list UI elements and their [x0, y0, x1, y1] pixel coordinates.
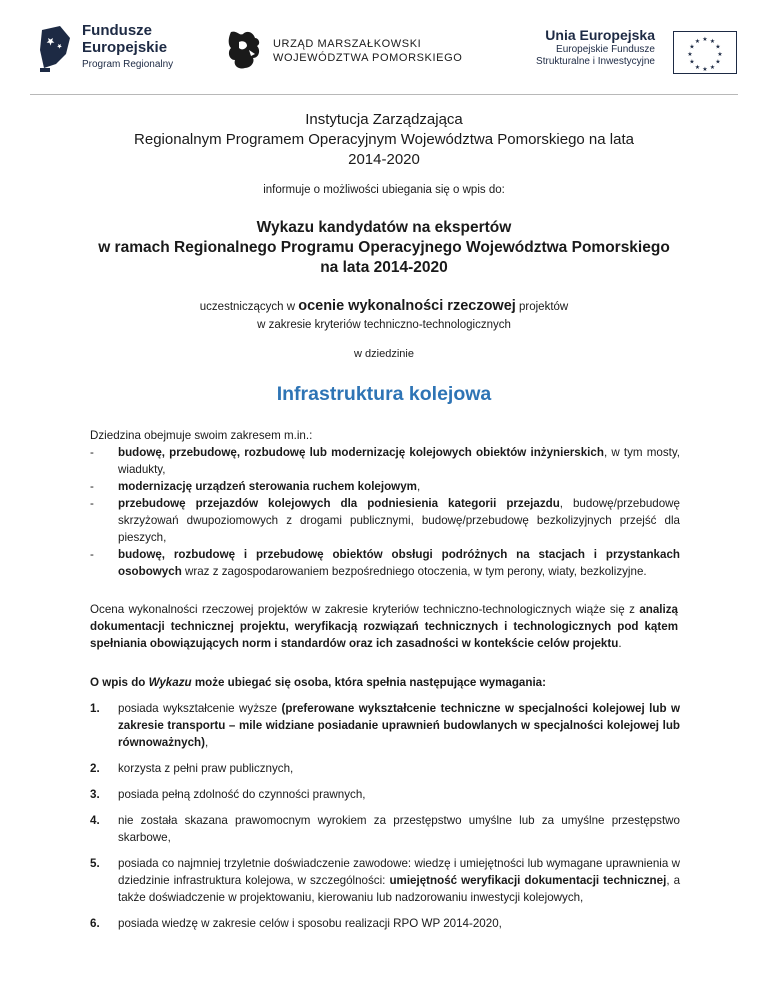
requirement-post: , a także doświadczenie w projektowaniu, kierowaniu lub nadzorowaniu inwestycji kolejowych, — [118, 874, 681, 904]
svg-text:★: ★ — [687, 51, 693, 58]
list-dash: - — [90, 446, 94, 459]
list-dash: - — [90, 497, 94, 510]
list-item — [90, 478, 680, 495]
list-item — [90, 786, 680, 803]
fundusze-europejskie-flag-icon — [38, 24, 74, 74]
ue-logo-sub2: Strukturalne i Inwestycyjne — [536, 56, 655, 67]
ocena-pre: Ocena wykonalności rzeczowej projektów w zakresie kryteriów techniczno-technologicznych wiąże się z — [90, 603, 640, 616]
requirement-number: 6. — [90, 917, 100, 930]
requirement-text: posiada pełną zdolność do czynności prawnych, — [118, 788, 366, 801]
page-header — [0, 0, 768, 95]
scope-item-rest: , w tym mosty, wiadukty, — [118, 446, 681, 476]
svg-text:★: ★ — [694, 64, 701, 71]
requirement-number: 3. — [90, 788, 100, 801]
fe-logo-line2: Europejskie — [82, 39, 168, 56]
requirement-text: posiada wiedzę w zakresie celów i sposobu realizacji RPO WP 2014-2020, — [118, 917, 502, 930]
scope-intro: Dziedzina obejmuje swoim zakresem m.in.: — [90, 429, 313, 442]
um-logo-line1: URZĄD MARSZAŁKOWSKI — [273, 38, 422, 50]
owpis-pre: O wpis do — [90, 676, 149, 689]
scope-item-bold: modernizację urządzeń sterowania ruchem kolejowym — [118, 480, 417, 493]
institution-line2: Regionalnym Programem Operacyjnym Województwa Pomorskiego na lata — [134, 131, 634, 148]
list-item — [90, 915, 680, 932]
requirement-number: 2. — [90, 762, 100, 775]
ocena-bold: analizą dokumentacji technicznej projektu, weryfikacją rozwiązań technicznych i technologicznych pod kątem spełniania obowiązujących norm i standardów oraz ich zasadności w kontekście celów projektu — [90, 603, 678, 650]
ue-logo-sub1: Europejskie Fundusze — [556, 44, 655, 55]
scope-item-bold: budowę, rozbudowę i przebudowę obiektów obsługi podróżnych na stacjach i przystankach osobowych — [118, 548, 680, 578]
owpis-italic: Wykazu — [148, 676, 192, 689]
uczest-pre: uczestniczących w — [199, 301, 299, 313]
svg-text:★: ★ — [709, 38, 716, 45]
wykaz-title-line2: w ramach Regionalnego Programu Operacyjnego Województwa Pomorskiego — [98, 239, 670, 256]
scope-item-rest: , budowę/przebudowę skrzyżowań dwupoziomowych z drogami publicznymi, budowę/przebudowę bezkolizyjnych przejść dla pieszych, — [118, 497, 680, 544]
list-item — [90, 812, 680, 846]
requirement-number: 5. — [90, 857, 100, 870]
ocena-paragraph — [90, 601, 678, 652]
svg-text:★: ★ — [694, 38, 701, 45]
fe-logo-line1: Fundusze — [82, 22, 152, 39]
urzad-marszalkowski-logo — [225, 28, 485, 74]
fe-logo-line3: Program Regionalny — [82, 59, 174, 70]
ue-logo-title: Unia Europejska — [545, 27, 655, 43]
wykaz-title-line1: Wykazu kandydatów na ekspertów — [256, 219, 512, 236]
scope-item-rest: wraz z zagospodarowaniem bezpośredniego otoczenia, w tym perony, wiaty, bezkolizyjne. — [181, 565, 647, 578]
wykaz-title-line3: na lata 2014-2020 — [320, 259, 448, 276]
scope-item-rest: , — [416, 480, 421, 493]
uczest-post: projektów — [515, 301, 569, 313]
list-item — [90, 760, 680, 777]
svg-text:★: ★ — [709, 64, 716, 71]
svg-text:★: ★ — [715, 43, 721, 51]
scope-item-bold: budowę, przebudowę, rozbudowę lub modernizację kolejowych obiektów inżynierskich — [118, 446, 604, 459]
requirement-text: korzysta z pełni praw publicznych, — [118, 762, 294, 775]
list-item — [90, 855, 680, 906]
institution-heading — [40, 110, 728, 170]
uczest-line2: w zakresie kryteriów techniczno-technologicznych — [257, 319, 511, 331]
requirements-intro — [90, 674, 678, 691]
list-item — [90, 700, 680, 751]
requirement-number: 1. — [90, 702, 100, 715]
requirement-bold: (preferowane wykształcenie techniczne w specjalności kolejowej lub w zakresie transportu – mile widziane posiadanie uprawnień budowlanych w specjalności kolejowej lub równoważnych) — [118, 702, 680, 749]
wykaz-title — [40, 218, 728, 278]
inform-text: informuje o możliwości ubiegania się o wpis do: — [263, 184, 505, 196]
requirement-text: posiada co najmniej trzyletnie doświadczenie zawodowe: wiedzę i umiejętności lub wymagane uprawnienia w dziedzinie infrastruktura kolejowa, w szczególności: — [118, 857, 680, 887]
ocena-post: . — [618, 637, 622, 650]
list-item — [90, 546, 680, 580]
list-dash: - — [90, 548, 94, 561]
scope-item-bold: przebudowę przejazdów kolejowych dla podniesienia kategorii przejazdu — [118, 497, 560, 510]
eu-flag-icon — [673, 31, 737, 74]
owpis-post: może ubiegać się osoba, która spełnia następujące wymagania: — [191, 676, 546, 689]
list-dash: - — [90, 480, 94, 493]
svg-text:★: ★ — [702, 66, 708, 73]
list-item — [90, 444, 680, 478]
svg-text:★: ★ — [702, 36, 708, 43]
svg-text:★: ★ — [717, 51, 723, 58]
pomeranian-griffin-crest-icon — [225, 28, 265, 72]
list-item — [90, 495, 680, 546]
requirement-text: posiada wykształcenie wyższe — [118, 702, 282, 715]
institution-line3: 2014-2020 — [348, 151, 420, 168]
requirements-list — [90, 700, 680, 941]
uczestniczacych-text — [40, 297, 728, 334]
header-divider — [30, 94, 738, 95]
um-logo-line2: WOJEWÓDZTWA POMORSKIEGO — [273, 52, 463, 64]
fundusze-europejskie-logo — [38, 22, 208, 78]
unia-europejska-logo — [505, 26, 745, 76]
requirement-number: 4. — [90, 814, 100, 827]
scope-list — [90, 444, 680, 580]
svg-text:★: ★ — [715, 58, 721, 66]
svg-text:★: ★ — [689, 58, 695, 66]
svg-text:★: ★ — [689, 43, 695, 51]
institution-line1: Instytucja Zarządzająca — [305, 111, 463, 128]
field-title: Infrastruktura kolejowa — [276, 383, 492, 405]
requirement-text: nie została skazana prawomocnym wyrokiem za przestępstwo umyślne lub za umyślne przestępstwo skarbowe, — [118, 814, 680, 844]
requirement-post: , — [204, 736, 209, 749]
w-dziedzinie-text: w dziedzinie — [354, 348, 414, 360]
requirement-bold: umiejętność weryfikacji dokumentacji technicznej — [389, 874, 667, 887]
uczest-emphasis: ocenie wykonalności rzeczowej — [298, 298, 516, 314]
